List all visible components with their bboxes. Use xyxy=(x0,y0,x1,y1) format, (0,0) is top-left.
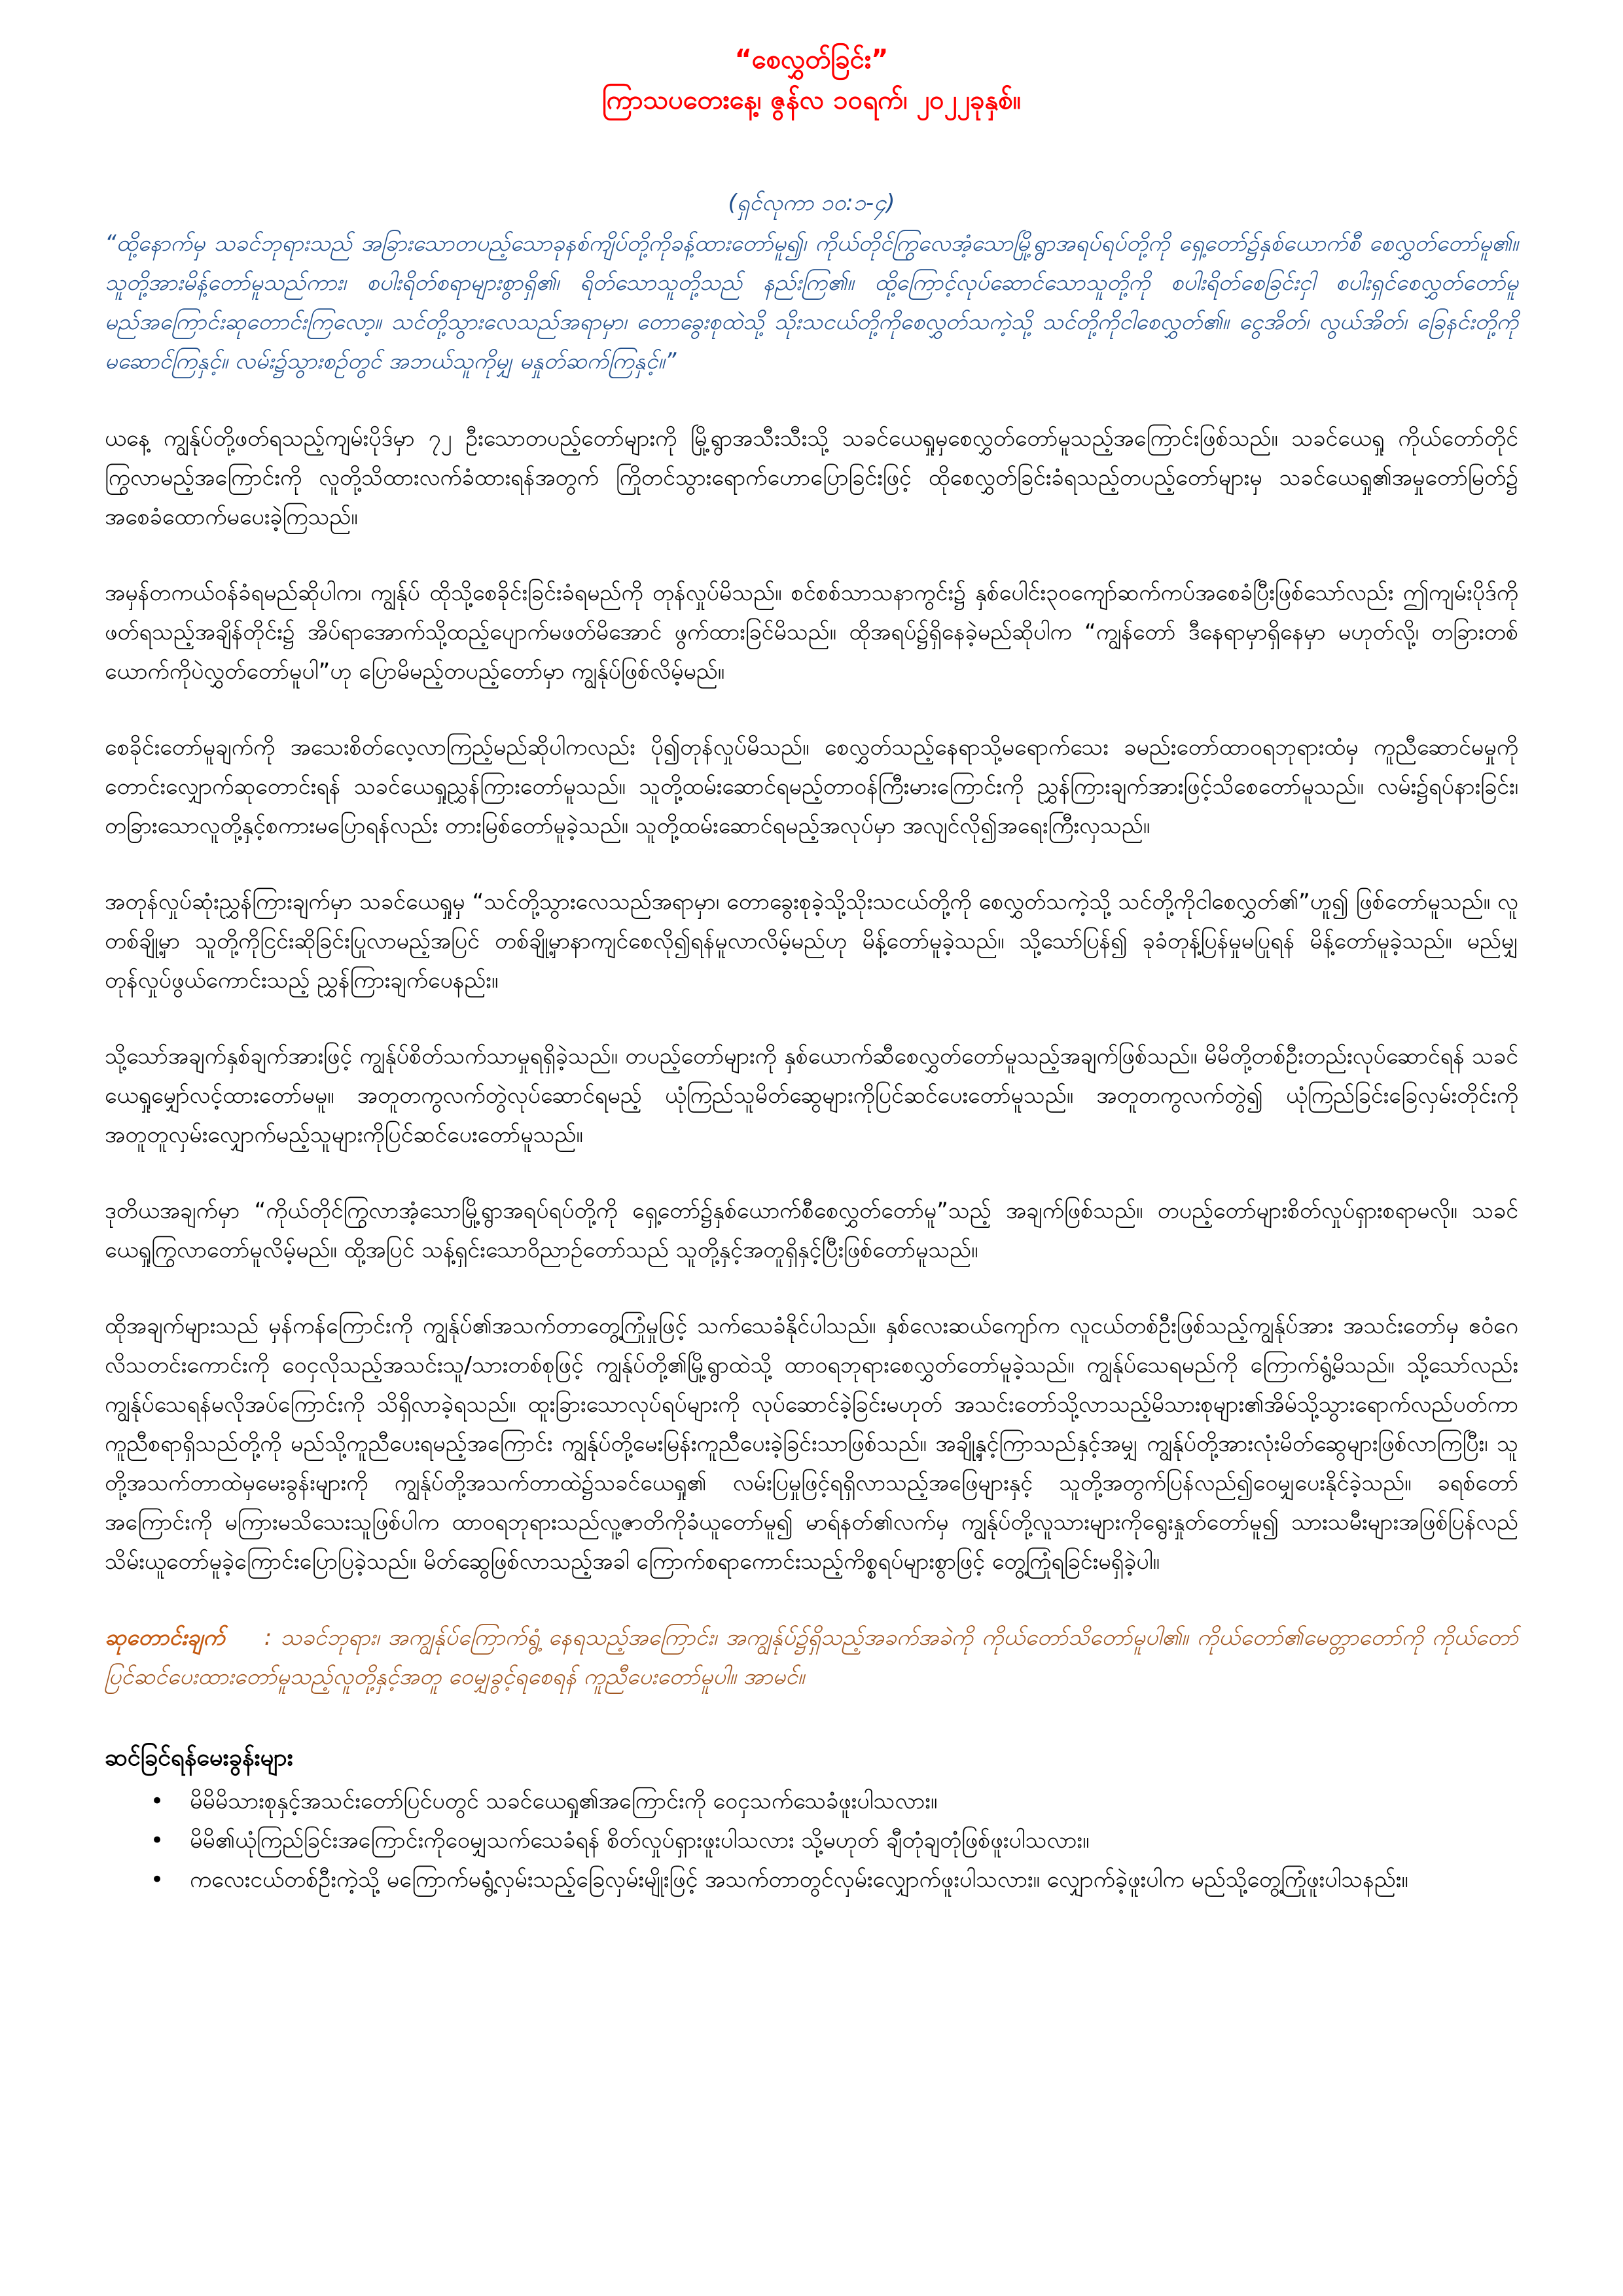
questions-list xyxy=(105,1782,1518,1899)
list-item xyxy=(151,1782,1518,1821)
question-text: မိမိမိသားစုနှင့်အသင်းတော်ပြင်ပတွင် သခင်ယေရှု၏အကြောင်းကို ဝေငှသက်သေခံဖူးပါသလား။ xyxy=(190,1788,938,1814)
list-item xyxy=(151,1821,1518,1860)
paragraph-3: စေခိုင်းတော်မူချက်ကို အသေးစိတ်လေ့လာကြည့်မည်ဆိုပါကလည်း ပို၍တုန်လှုပ်မိသည်။ စေလွှတ်သည့်နေရာသို့မရောက်သေး ခမည်းတော်ထာဝရဘုရားထံမှ ကူညီဆောင်မမှုကို တောင်းလျှောက်ဆုတောင်းရန် သခင်ယေရှုညွှန်ကြားတော်မူသည်။ သူတို့ထမ်းဆောင်ရမည့်တာဝန်ကြီးမားကြောင်းကို ညွှန်ကြားချက်အားဖြင့်သိစေတော်မူသည်။ လမ်း၌ရပ်နားခြင်း၊ တခြားသောလူတို့နှင့်စကားမပြောရန်လည်း တားမြစ်တော်မူခဲ့သည်။ သူတို့ထမ်းဆောင်ရမည့်အလုပ်မှာ အလျင်လို၍အရေးကြီးလှသည်။ xyxy=(105,734,1518,839)
paragraph-4: အတုန်လှုပ်ဆုံးညွှန်ကြားချက်မှာ သခင်ယေရှုမှ “သင်တို့သွားလေသည်အရာမှာ၊ တောခွေးစုခဲ့သို့သိုးသငယ်တို့ကို စေလွှတ်သကဲ့သို့ သင်တို့ကိုငါစေလွှတ်၏”ဟူ၍ ဖြစ်တော်မူသည်။ လူတစ်ချို့မှာ သူတို့ကိုငြင်းဆိုခြင်းပြုလာမည့်အပြင် တစ်ချို့မှာနာကျင်စေလို၍ရန်မူလာလိမ့်မည်ဟု မိန့်တော်မူခဲ့သည်။ သို့သော်ပြန်၍ ခုခံတုန့်ပြန်မှုမပြုရန် မိန့်တော်မူခဲ့သည်။ မည်မျှတုန်လှုပ်ဖွယ်ကောင်းသည့် ညွှန်ကြားချက်ပေနည်း။ xyxy=(105,889,1518,994)
scripture-text: “ထို့နောက်မှ သခင်ဘုရားသည် အခြားသောတပည့်သောခုနစ်ကျိပ်တို့ကိုခန့်ထားတော်မူ၍၊ ကိုယ်တိုင်ကြွလေအံ့သောမြို့ရွာအရပ်ရပ်တို့ကို ရှေ့တော်၌နှစ်ယောက်စီ စေလွှတ်တော်မူ၏။ သူတို့အားမိန့်တော်မူသည်ကား၊ စပါးရိတ်စရာများစွာရှိ၏၊ ရိတ်သောသူတို့သည် နည်းကြ၏။ ထို့ကြောင့်လုပ်ဆောင်သောသူတို့ကို စပါးရိတ်စေခြင်းငှါ စပါးရှင်စေလွှတ်တော်မူမည်အကြောင်းဆုတောင်းကြလော့။ သင်တို့သွားလေသည်အရာမှာ၊ တောခွေးစုထဲသို့ သိုးသငယ်တို့ကိုစေလွှတ်သကဲ့သို့ သင်တို့ကိုငါစေလွှတ်၏။ ငွေအိတ်၊ လွယ်အိတ်၊ ခြေနင်းတို့ကို မဆောင်ကြနှင့်။ လမ်း၌သွားစဉ်တွင် အဘယ်သူကိုမျှ မနှုတ်ဆက်ကြနှင့်။” xyxy=(105,230,1518,374)
prayer-text: : သခင်ဘုရား၊ အကျွန်ုပ်ကြောက်ရွံ့ နေရသည့်အကြောင်း၊ အကျွန်ုပ်၌ရှိသည့်အခက်အခဲကို ကိုယ်တော်သိတော်မူပါ၏။ ကိုယ်တော်၏မေတ္တာတော်ကို ကိုယ်တော်ပြင်ဆင်ပေးထားတော်မူသည့်လူတို့နှင့်အတူ ဝေမျှခွင့်ရစေရန် ကူညီပေးတော်မူပါ။ အာမင်။ xyxy=(105,1624,1518,1690)
questions-heading: ဆင်ခြင်ရန်မေးခွန်းများ xyxy=(105,1744,293,1771)
paragraph-2: အမှန်တကယ်ဝန်ခံရမည်ဆိုပါက၊ ကျွန်ုပ် ထိုသို့စေခိုင်းခြင်းခံရမည်ကို တုန်လှုပ်မိသည်။ စင်စစ်သာသနာကွင်း၌ နှစ်ပေါင်း၃၀ကျော်ဆက်ကပ်အစေခံပြီးဖြစ်သော်လည်း ဤကျမ်းပိုဒ်ကိုဖတ်ရသည့်အချိန်တိုင်း၌ အိပ်ရာအောက်သို့ထည့်ပျောက်မဖတ်မိအောင် ဖွက်ထားခြင်မိသည်။ ထိုအရပ်၌ရှိနေခဲ့မည်ဆိုပါက “ကျွန်တော် ဒီနေရာမှာရှိနေမှာ မဟုတ်လို့၊ တခြားတစ်ယောက်ကိုပဲလွှတ်တော်မူပါ”ဟု ပြောမိမည့်တပည့်တော်မှာ ကျွန်ုပ်ဖြစ်လိမ့်မည်။ xyxy=(105,580,1518,685)
page-title: “စေလွှတ်ခြင်း” xyxy=(734,45,889,75)
page-date: ကြာသပတေးနေ့၊ ဇွန်လ ၁၀ရက်၊ ၂၀၂၂ခုနှစ်။ xyxy=(602,85,1021,115)
bullet-icon: • xyxy=(151,1867,164,1893)
paragraph-6: ဒုတိယအချက်မှာ “ကိုယ်တိုင်ကြွလာအံ့သောမြို့ရွာအရပ်ရပ်တို့ကို ရှေ့တော်၌နှစ်ယောက်စီစေလွှတ်တော်မူ”သည့် အချက်ဖြစ်သည်။ တပည့်တော်များစိတ်လှုပ်ရှားစရာမလို။ သခင်ယေရှုကြွလာတော်မူလိမ့်မည်။ ထို့အပြင် သန့်ရှင်းသောဝိညာဉ်တော်သည် သူတို့နှင့်အတူရှိနှင့်ပြီးဖြစ်တော်မူသည်။ xyxy=(105,1198,1518,1263)
paragraph-5: သို့သော်အချက်နှစ်ချက်အားဖြင့် ကျွန်ုပ်စိတ်သက်သာမှုရရှိခဲ့သည်။ တပည့်တော်များကို နှစ်ယောက်ဆီစေလွှတ်တော်မူသည့်အချက်ဖြစ်သည်။ မိမိတို့တစ်ဦးတည်းလုပ်ဆောင်ရန် သခင်ယေရှုမျှော်လင့်ထားတော်မမူ။ အတူတကွလက်တွဲလုပ်ဆောင်ရမည့် ယုံကြည်သူမိတ်ဆွေများကိုပြင်ဆင်ပေးတော်မူသည်။ အတူတကွလက်တွဲ၍ ယုံကြည်ခြင်းခြေလှမ်းတိုင်းကို အတူတူလှမ်းလျှောက်မည့်သူများကိုပြင်ဆင်ပေးတော်မူသည်။ xyxy=(105,1043,1518,1148)
scripture-reference: (ရှင်လုကာ ၁၀:၁-၄) xyxy=(728,190,895,216)
question-text: ကလေးငယ်တစ်ဦးကဲ့သို့ မကြောက်မရွံ့လှမ်းသည့်ခြေလှမ်းမျိုးဖြင့် အသက်တာတွင်လှမ်းလျှောက်ဖူးပါသလား။ လျှောက်ခဲ့ဖူးပါက မည်သို့တွေ့ကြုံဖူးပါသနည်း။ xyxy=(190,1867,1408,1893)
bullet-icon: • xyxy=(151,1788,164,1814)
question-text: မိမိ၏ယုံကြည်ခြင်းအကြောင်းကိုဝေမျှသက်သေခံရန် စိတ်လှုပ်ရှားဖူးပါသလား သို့မဟုတ် ချီတုံချတုံဖြစ်ဖူးပါသလား။ xyxy=(190,1827,1090,1854)
devotional-page xyxy=(105,39,1518,1899)
paragraph-1: ယနေ့ ကျွန်ုပ်တို့ဖတ်ရသည့်ကျမ်းပိုဒ်မှာ ၇၂ ဦးသောတပည့်တော်များကို မြို့ရွာအသီးသီးသို့ သခင်ယေရှုမှစေလွှတ်တော်မူသည့်အကြောင်းဖြစ်သည်။ သခင်ယေရှု ကိုယ်တော်တိုင်ကြွလာမည့်အကြောင်းကို လူတို့သိထားလက်ခံထားရန်အတွက် ကြိုတင်သွားရောက်ဟောပြောခြင်းဖြင့် ထိုစေလွှတ်ခြင်းခံရသည့်တပည့်တော်များမှ သခင်ယေရှု၏အမှုတော်မြတ်၌ အစေခံထောက်မပေးခဲ့ကြသည်။ xyxy=(105,425,1518,530)
prayer-block xyxy=(105,1618,1518,1696)
paragraph-7: ထိုအချက်များသည် မှန်ကန်ကြောင်းကို ကျွန်ုပ်၏အသက်တာတွေ့ကြုံမှုဖြင့် သက်သေခံနိုင်ပါသည်။ နှစ်လေးဆယ်ကျော်က လူငယ်တစ်ဦးဖြစ်သည့်ကျွန်ုပ်အား အသင်းတော်မှ ဧဝံဂေလိသတင်းကောင်းကို ဝေငှလိုသည့်အသင်းသူ/သားတစ်စုဖြင့် ကျွန်ုပ်တို့၏မြို့ရွာထဲသို့ ထာဝရဘုရားစေလွှတ်တော်မူခဲ့သည်။ ကျွန်ုပ်သေရမည်ကို ကြောက်ရွံ့မိသည်။ သို့သော်လည်း ကျွန်ုပ်သေရန်မလိုအပ်ကြောင်းကို သိရှိလာခဲ့ရသည်။ ထူးခြားသောလုပ်ရပ်များကို လုပ်ဆောင်ခဲ့ခြင်းမဟုတ် အသင်းတော်သို့လာသည့်မိသားစုများ၏အိမ်သို့သွားရောက်လည်ပတ်ကာ ကူညီစရာရှိသည်တို့ကို မည်သို့ကူညီပေးရမည့်အကြောင်း ကျွန်ုပ်တို့မေးမြန်းကူညီပေးခဲ့ခြင်းသာဖြစ်သည်။ အချို့နှင့်ကြာသည်နှင့်အမျှ ကျွန်ုပ်တို့အားလုံးမိတ်ဆွေများဖြစ်လာကြပြီး၊ သူတို့အသက်တာထဲမှမေးခွန်းများကို ကျွန်ုပ်တို့အသက်တာထဲ၌သခင်ယေရှု၏ လမ်းပြမှုဖြင့်ရရှိလာသည့်အဖြေများနှင့် သူတို့အတွက်ပြန်လည်၍ဝေမျှပေးနိုင်ခဲ့သည်။ ခရစ်တော်အကြောင်းကို မကြားမသိသေးသူဖြစ်ပါက ထာဝရဘုရားသည်လူ့ဇာတိကိုခံယူတော်မူ၍ မာရ်နတ်၏လက်မှ ကျွန်ုပ်တို့လူသားများကိုရွေးနှုတ်တော်မူ၍ သားသမီးများအဖြစ်ပြန်လည်သိမ်းယူတော်မူခဲ့ကြောင်းပြောပြခဲ့သည်။ မိတ်ဆွေဖြစ်လာသည့်အခါ ကြောက်စရာကောင်းသည့်ကိစ္စရပ်များစွာဖြင့် တွေ့ကြုံရခြင်းမရှိခဲ့ပါ။ xyxy=(105,1313,1518,1575)
bullet-icon: • xyxy=(151,1827,164,1854)
list-item xyxy=(151,1860,1518,1899)
prayer-label: ဆုတောင်းချက် xyxy=(105,1624,225,1651)
